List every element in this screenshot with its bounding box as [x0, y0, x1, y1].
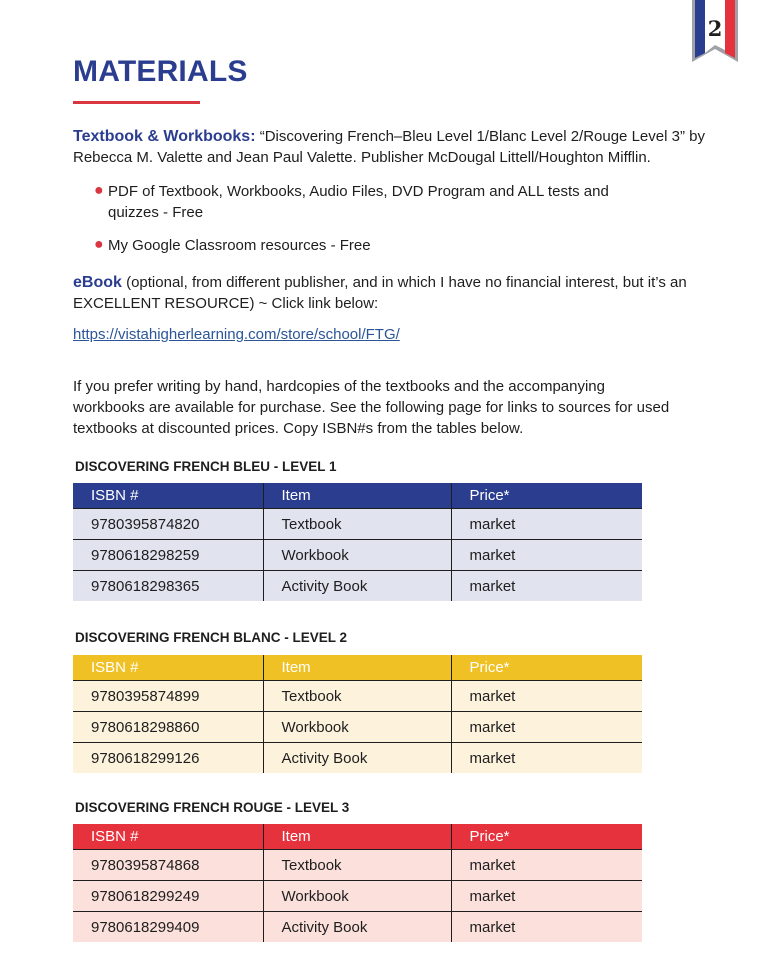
- page-number: 2: [707, 16, 723, 41]
- price-cell: market: [451, 743, 642, 774]
- textbook-lead: Textbook & Workbooks:: [73, 128, 256, 145]
- textbook-text: “Discovering French–Bleu Level 1/Blanc Level 2/Rouge Level 3” by Rebecca M. Valette and Jean Paul Valette. Publisher McDougal Littell/Houghton Mifflin.: [73, 128, 705, 166]
- price-cell: market: [451, 912, 642, 943]
- table-row: [73, 509, 642, 540]
- column-header-isbn: ISBN #: [73, 655, 263, 681]
- item-cell: Workbook: [263, 540, 451, 571]
- column-header-price: Price*: [451, 483, 642, 509]
- price-cell: market: [451, 540, 642, 571]
- ebook-text: (optional, from different publisher, and in which I have no financial interest, but it’s an EXCELLENT RESOURCE) ~ Click link below:: [73, 274, 687, 312]
- table-row: [73, 681, 642, 712]
- isbn-cell: 9780395874899: [73, 681, 263, 712]
- item-cell: Workbook: [263, 712, 451, 743]
- page-title: MATERIALS: [73, 55, 248, 88]
- table-row: [73, 540, 642, 571]
- bullet-icon: ●: [94, 182, 104, 199]
- column-header-price: Price*: [451, 824, 642, 850]
- isbn-table-blanc: [73, 655, 642, 773]
- table-row: [73, 912, 642, 943]
- table-row: [73, 850, 642, 881]
- table-row: [73, 881, 642, 912]
- isbn-table-bleu: [73, 483, 642, 601]
- bullet-icon: ●: [94, 236, 104, 253]
- table-row: [73, 712, 642, 743]
- isbn-cell: 9780618298365: [73, 571, 263, 602]
- isbn-table-rouge: [73, 824, 642, 942]
- isbn-cell: 9780618299409: [73, 912, 263, 943]
- price-cell: market: [451, 509, 642, 540]
- item-cell: Activity Book: [263, 912, 451, 943]
- price-cell: market: [451, 681, 642, 712]
- table-header-row: [73, 655, 642, 681]
- item-cell: Activity Book: [263, 743, 451, 774]
- column-header-item: Item: [263, 824, 451, 850]
- column-header-item: Item: [263, 655, 451, 681]
- isbn-cell: 9780618298860: [73, 712, 263, 743]
- item-cell: Activity Book: [263, 571, 451, 602]
- table-title-blanc: DISCOVERING FRENCH BLANC - LEVEL 2: [75, 630, 348, 645]
- column-header-item: Item: [263, 483, 451, 509]
- table-header-row: [73, 824, 642, 850]
- resource-list: [94, 181, 628, 256]
- title-underline: [73, 101, 200, 104]
- price-cell: market: [451, 850, 642, 881]
- hardcopy-paragraph: If you prefer writing by hand, hardcopies of the textbooks and the accompanying workbooks are available for purchase. See the following page for links to sources for used textbooks at discounted prices. Copy ISBN#s from the tables below.: [73, 378, 670, 437]
- isbn-cell: 9780618298259: [73, 540, 263, 571]
- price-cell: market: [451, 712, 642, 743]
- table-title-bleu: DISCOVERING FRENCH BLEU - LEVEL 1: [75, 459, 337, 474]
- item-cell: Textbook: [263, 509, 451, 540]
- ebook-link[interactable]: https://vistahigherlearning.com/store/school/FTG/: [73, 326, 400, 343]
- item-cell: Textbook: [263, 850, 451, 881]
- isbn-cell: 9780395874868: [73, 850, 263, 881]
- isbn-cell: 9780395874820: [73, 509, 263, 540]
- ebook-paragraph: [73, 272, 713, 314]
- table-row: [73, 571, 642, 602]
- item-cell: Workbook: [263, 881, 451, 912]
- list-item: ● My Google Classroom resources - Free: [94, 236, 371, 254]
- item-cell: Textbook: [263, 681, 451, 712]
- price-cell: market: [451, 571, 642, 602]
- column-header-isbn: ISBN #: [73, 824, 263, 850]
- table-header-row: [73, 483, 642, 509]
- isbn-cell: 9780618299249: [73, 881, 263, 912]
- isbn-cell: 9780618299126: [73, 743, 263, 774]
- column-header-price: Price*: [451, 655, 642, 681]
- price-cell: market: [451, 881, 642, 912]
- list-item: ● PDF of Textbook, Workbooks, Audio Files, DVD Program and ALL tests and quizzes - Free: [94, 182, 609, 221]
- textbook-paragraph: [73, 126, 713, 168]
- ebook-lead: eBook: [73, 274, 122, 291]
- column-header-isbn: ISBN #: [73, 483, 263, 509]
- table-title-rouge: DISCOVERING FRENCH ROUGE - LEVEL 3: [75, 800, 350, 815]
- table-row: [73, 743, 642, 774]
